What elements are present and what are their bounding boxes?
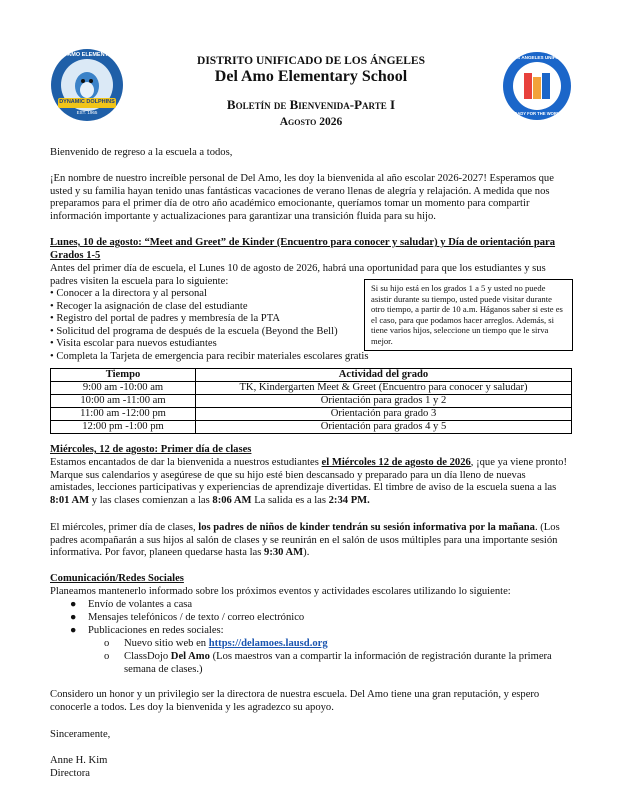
text-span: Nuevo sitio web en	[124, 638, 209, 649]
bullet-dot: ●	[70, 599, 77, 610]
logo-top-text: DEL AMO ELEMENTARY	[55, 52, 119, 58]
table-header-row	[51, 369, 572, 382]
time-cell: 9:00 am -10:00 am	[51, 382, 196, 395]
class-start-time: 8:06 AM	[212, 494, 252, 506]
list-item: • Conocer a la directora y al personal	[50, 288, 207, 299]
list-item: • Registro del portal de padres y membresía de la PTA	[50, 313, 280, 325]
closing-paragraph: Considero un honor y un privilegio ser la directora de nuestra escuela. Del Amo tiene una gran reputación, y espero conocerle a todos. Les doy la bienvenida y les agradezco su apoyo.	[50, 689, 540, 713]
classdojo-item	[124, 651, 564, 676]
info-note-box: Si su hijo está en los grados 1 a 5 y usted no puede asistir durante su tiempo, usted puede visitar durante otro tiempo, a partir de 10 a.m. Háganos saber si este es el caso, para que podamos hacer arreglos. Además, si tiene varios hijos, seleccione un tiempo que le sirva mejor.	[364, 279, 573, 351]
kinder-session-note: los padres de niños de kinder tendrán su sesión informativa por la mañana	[198, 522, 535, 533]
time-cell: 10:00 am -11:00 am	[51, 395, 196, 408]
bell-time: 8:01 AM	[50, 494, 90, 506]
school-name: Del Amo Elementary School	[214, 68, 408, 85]
text-span: ).	[303, 547, 310, 559]
list-item: • Solicitud del programa de después de la escuela (Beyond the Bell)	[50, 325, 338, 337]
list-item: Publicaciones en redes sociales:	[88, 625, 224, 636]
bulletin-date: Agosto 2026	[279, 116, 343, 128]
text-span: ClassDojo	[124, 651, 171, 662]
table-row	[51, 382, 572, 395]
logo-banner-text: DYNAMIC DOLPHINS	[59, 99, 115, 105]
text-span: (Los maestros van a compartir la información de registración durante la primera semana de clases.)	[124, 651, 552, 675]
sub-bullet: o	[104, 638, 110, 649]
activity-cell: Orientación para grados 4 y 5	[196, 421, 572, 434]
section-heading-orientation: Lunes, 10 de agosto: “Meet and Greet” de Kinder (Encuentro para conocer y saludar) y Día de orientación para Grados 1-5	[50, 237, 556, 261]
bullet-dot: ●	[70, 612, 77, 623]
sub-bullet: o	[104, 651, 110, 662]
list-item: Envío de volantes a casa	[88, 599, 193, 610]
text-span: La salida es a las	[251, 494, 329, 506]
list-item: • Completa la Tarjeta de emergencia para recibir materiales escolares gratis	[50, 350, 369, 362]
text-span: . (Los padres acompañarán a sus hijos al salón de clases y se reunirán en el salón de usos múltiples para una importante sesión informativa. Por favor, planeen quedarse hasta las	[50, 522, 560, 559]
schedule-table	[50, 368, 572, 434]
table-row	[51, 408, 572, 421]
list-item: • Recoger la asignación de clase del estudiante	[50, 300, 248, 312]
column-header: Actividad del grado	[196, 369, 572, 382]
intro-paragraph: ¡En nombre de nuestro increíble personal de Del Amo, les doy la bienvenida al año escolar 2026-2027! Esperamos que usted y su familia hayan tenido unas fantásticas vacaciones de verano llenas de alegría y relajación. A medida que nos preparamos para el primer día de otro año académico emocionante, queríamos tomar un momento para compartir información importante y actualizaciones para garantizar una transición fluida para su hijo.	[50, 173, 554, 222]
time-cell: 12:00 pm -1:00 pm	[51, 421, 196, 434]
school-website-link[interactable]: https://delamoes.lausd.org	[208, 638, 328, 649]
lausd-bottom-text: READY FOR THE WORLD	[511, 111, 563, 116]
activity-cell: Orientación para grado 3	[196, 408, 572, 421]
district-name: DISTRITO UNIFICADO DE LOS ÁNGELES	[197, 55, 425, 67]
logo-est-text: EST. 1965	[76, 110, 98, 115]
column-header: Tiempo	[51, 369, 196, 382]
lausd-top-text: LOS ANGELES UNIFIED	[510, 55, 564, 60]
stay-until-time: 9:30 AM	[264, 547, 304, 559]
section-heading-communication: Comunicación/Redes Sociales	[50, 573, 184, 584]
communication-lead: Planeamos mantenerlo informado sobre los próximos eventos y actividades escolares utilizando lo siguiente:	[50, 586, 511, 597]
website-item	[124, 638, 328, 651]
text-span: , ¡que ya viene pronto! Marque sus calendarios y asegúrese de que su hijo esté bien descansado y preparado para un día lleno de nuevas amistades, lecciones participativas y experiencias de aprendizaje divertidas. El timbre de aviso de la escuela suena a las	[50, 457, 567, 494]
activity-cell: TK, Kindergarten Meet & Greet (Encuentro para conocer y saludar)	[196, 382, 572, 395]
section-heading-first-day: Miércoles, 12 de agosto: Primer día de clases	[50, 444, 252, 455]
text-span: Estamos encantados de dar la bienvenida a nuestros estudiantes	[50, 457, 322, 468]
first-day-paragraph	[50, 457, 572, 507]
sign-off: Sinceramente,	[50, 729, 111, 740]
table-row	[51, 421, 572, 434]
text-span: El miércoles, primer día de clases,	[50, 522, 199, 533]
text-span: Del Amo	[170, 651, 210, 662]
signer-name: Anne H. Kim	[50, 755, 108, 766]
bullet-dot: ●	[70, 625, 77, 636]
first-day-date: el Miércoles 12 de agosto de 2026	[321, 457, 471, 468]
list-item: • Visita escolar para nuevos estudiantes	[50, 338, 217, 350]
table-row	[51, 395, 572, 408]
bulletin-title: Boletín de Bienvenida-Parte I	[226, 97, 396, 112]
signer-title: Directora	[50, 768, 90, 779]
orientation-lead: Antes del primer día de escuela, el Lunes 10 de agosto de 2026, habrá una oportunidad para que los estudiantes y sus padres visiten la escuela para lo siguiente:	[50, 263, 546, 287]
list-item: Mensajes telefónicos / de texto / correo electrónico	[88, 612, 305, 623]
greeting: Bienvenido de regreso a la escuela a todos,	[50, 147, 233, 158]
dismissal-time: 2:34 PM.	[328, 494, 370, 506]
kinder-paragraph	[50, 522, 572, 560]
time-cell: 11:00 am -12:00 pm	[51, 408, 196, 421]
text-span: y las clases comienzan a las	[89, 494, 213, 506]
activity-cell: Orientación para grados 1 y 2	[196, 395, 572, 408]
